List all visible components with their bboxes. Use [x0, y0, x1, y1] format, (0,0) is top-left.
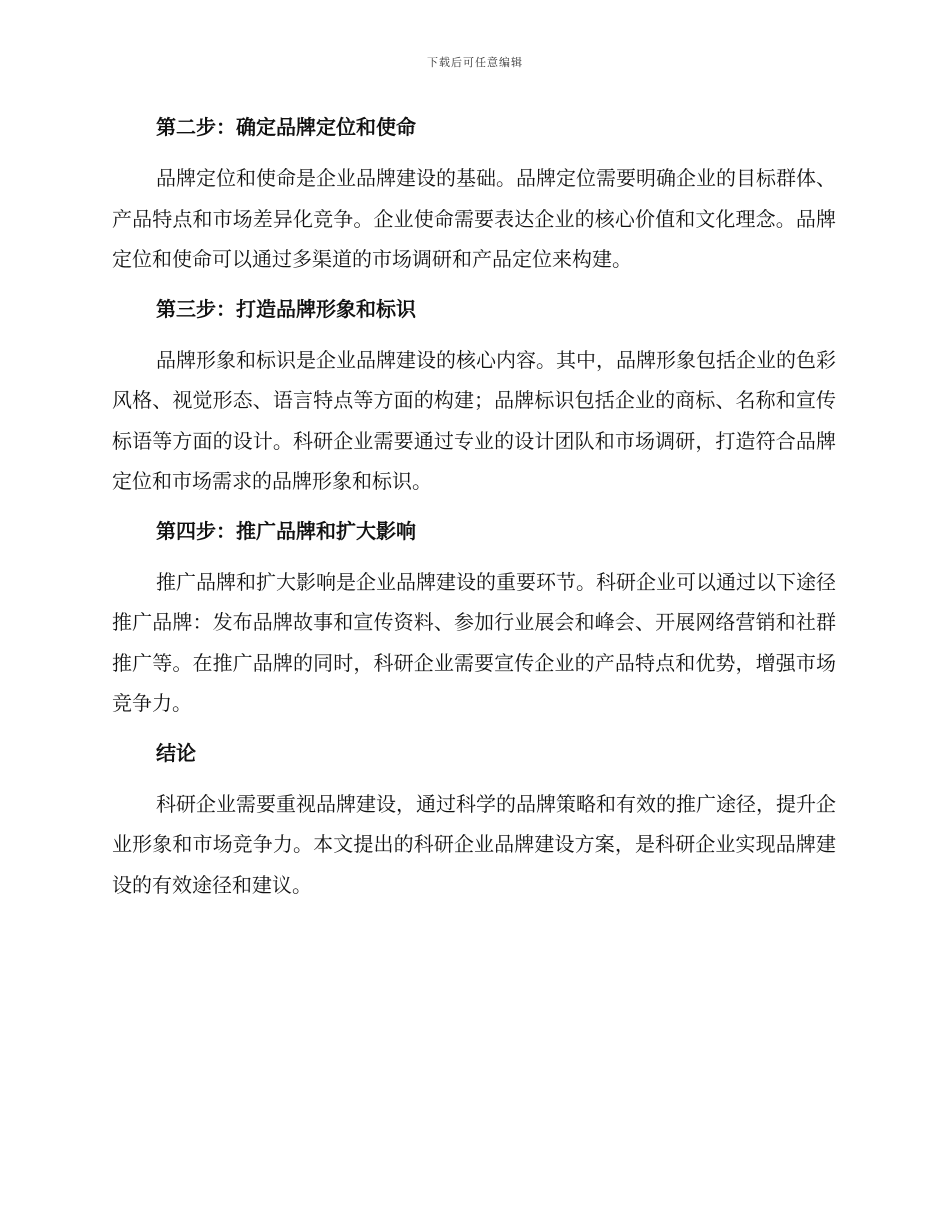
section-heading: 第四步：推广品牌和扩大影响 — [156, 518, 416, 543]
section-paragraph: 品牌定位和使命是企业品牌建设的基础。品牌定位需要明确企业的目标群体、产品特点和市场差异化竞争。企业使命需要表达企业的核心价值和文化理念。品牌定位和使命可以通过多渠道的市场调研和产品定位来构建。 — [112, 166, 836, 271]
section-step-three — [112, 292, 836, 502]
section-step-two — [112, 110, 836, 280]
page-header: 下载后可任意编辑 — [427, 56, 523, 69]
section-paragraph: 推广品牌和扩大影响是企业品牌建设的重要环节。科研企业可以通过以下途径推广品牌：发布品牌故事和宣传资料、参加行业展会和峰会、开展网络营销和社群推广等。在推广品牌的同时，科研企业需要宣传企业的产品特点和优势，增强市场竞争力。 — [112, 569, 836, 715]
section-heading: 第二步：确定品牌定位和使命 — [156, 115, 416, 139]
section-heading: 第三步：打造品牌形象和标识 — [156, 296, 416, 321]
section-paragraph: 品牌形象和标识是企业品牌建设的核心内容。其中，品牌形象包括企业的色彩风格、视觉形态、语言特点等方面的构建；品牌标识包括企业的商标、名称和宣传标语等方面的设计。科研企业需要通过专业的设计团队和市场调研，打造符合品牌定位和市场需求的品牌形象和标识。 — [112, 347, 836, 493]
section-heading: 结论 — [156, 740, 196, 765]
section-conclusion — [112, 736, 836, 906]
document-body — [112, 110, 836, 917]
section-paragraph: 科研企业需要重视品牌建设，通过科学的品牌策略和有效的推广途径，提升企业形象和市场竞争力。本文提出的科研企业品牌建设方案，是科研企业实现品牌建设的有效途径和建议。 — [112, 791, 836, 897]
section-step-four — [112, 514, 836, 724]
